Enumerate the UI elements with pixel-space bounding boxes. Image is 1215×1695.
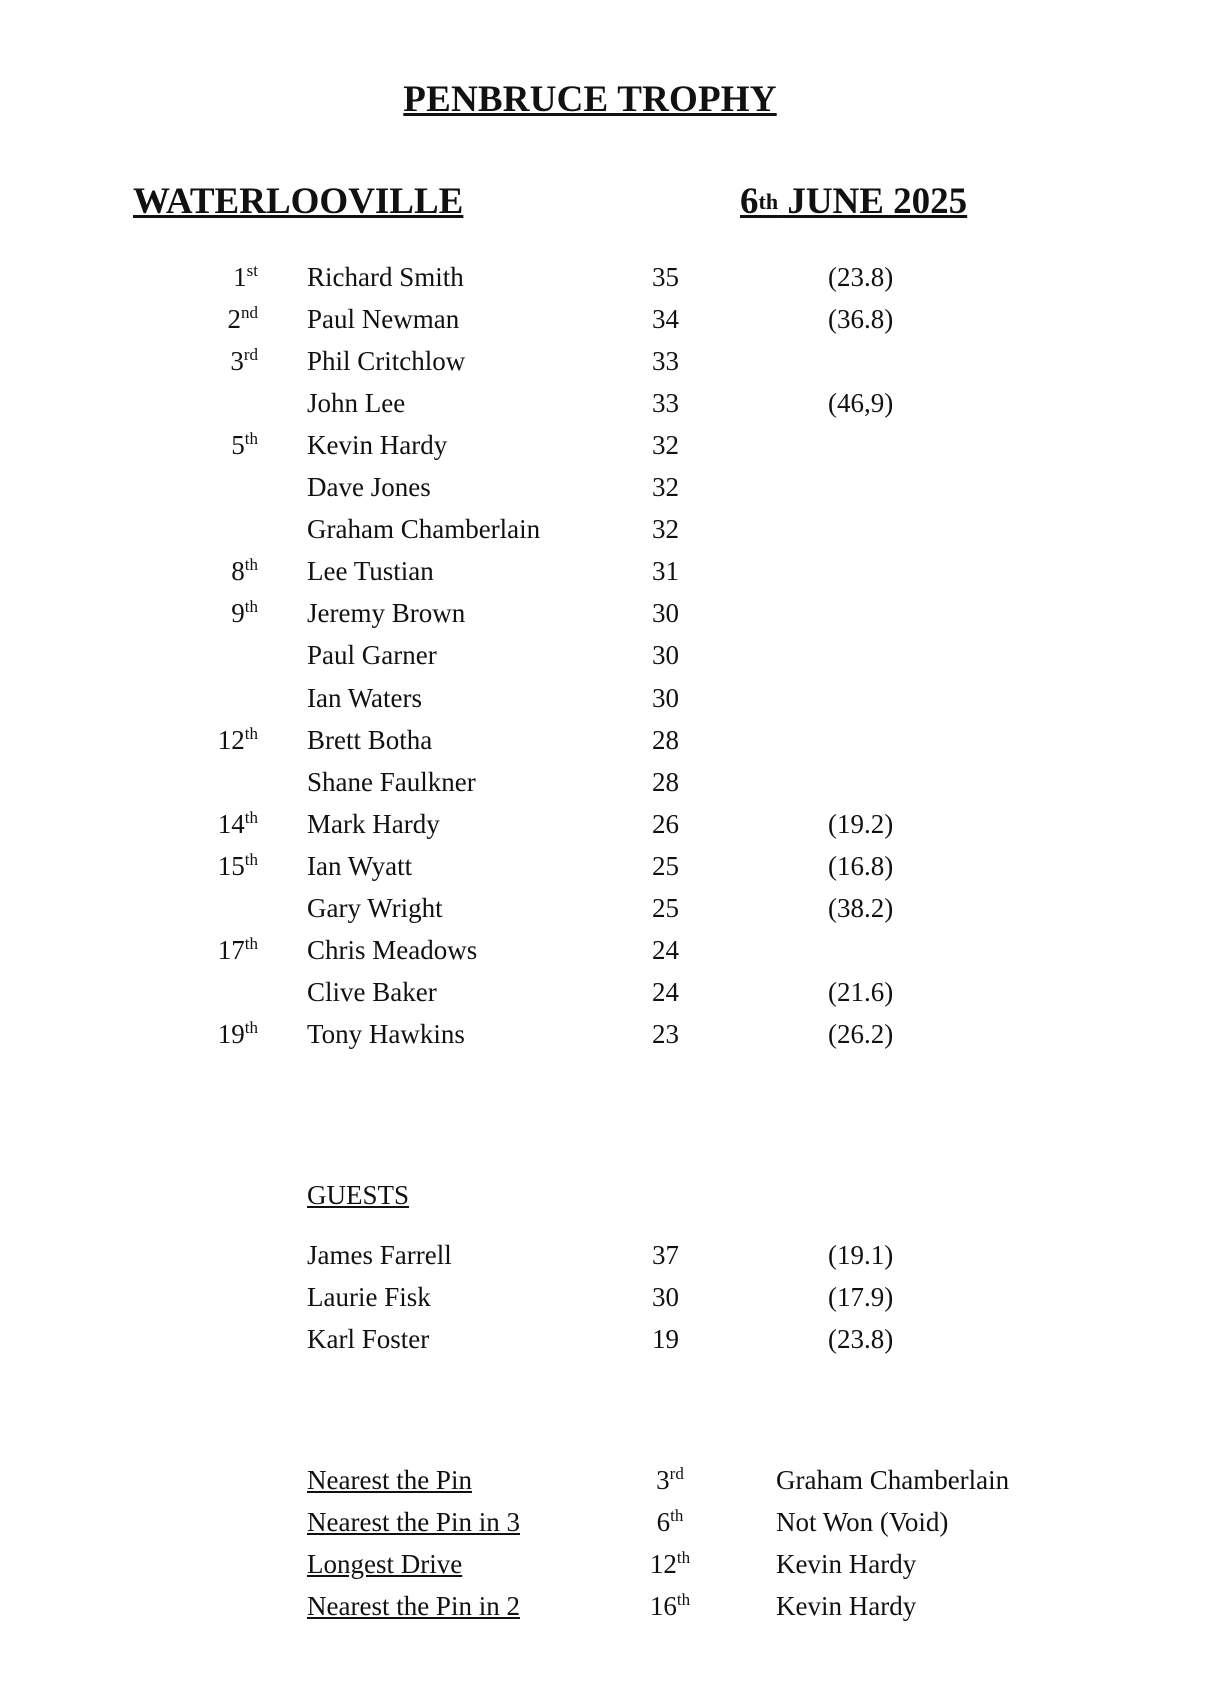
player-name: Jeremy Brown <box>307 598 466 629</box>
player-score: 32 <box>652 472 679 503</box>
position-suffix: st <box>246 261 258 280</box>
prize-label: Nearest the Pin in 2 <box>307 1591 520 1622</box>
position-suffix: th <box>244 723 258 743</box>
position-suffix: th <box>244 429 258 449</box>
position-cell: 14th <box>217 807 258 839</box>
guest-name: James Farrell <box>307 1240 452 1270</box>
player-score: 24 <box>652 976 679 1007</box>
prize-hole: 3rd <box>656 1464 684 1495</box>
hole-suffix: rd <box>669 1464 684 1483</box>
player-note: (46,9) <box>828 388 894 419</box>
guest-row <box>0 1233 1215 1278</box>
player-name: Clive Baker <box>307 976 437 1007</box>
position-suffix: nd <box>241 303 258 323</box>
prize-hole: 6th <box>656 1506 684 1538</box>
result-row <box>0 802 1215 847</box>
player-score: 32 <box>652 430 679 461</box>
hole-suffix: th <box>676 1548 691 1568</box>
result-row <box>0 591 1215 636</box>
prize-row <box>0 1500 1215 1545</box>
player-name: Paul Garner <box>307 640 437 671</box>
player-note: (23.8) <box>828 262 894 292</box>
player-note: (26.2) <box>828 1018 894 1049</box>
player-name: Lee Tustian <box>307 556 434 587</box>
player-score: 25 <box>652 892 679 923</box>
result-row <box>0 676 1215 721</box>
position-cell: 12th <box>217 723 258 755</box>
guest-name: Laurie Fisk <box>307 1282 431 1313</box>
position-cell: 15th <box>217 849 258 881</box>
result-row <box>0 718 1215 763</box>
position-suffix: th <box>244 849 258 869</box>
result-row <box>0 465 1215 510</box>
prize-winner: Kevin Hardy <box>776 1591 917 1622</box>
player-score: 30 <box>652 640 679 671</box>
player-name: John Lee <box>307 388 406 419</box>
player-note: (19.2) <box>828 808 894 839</box>
player-name: Phil Critchlow <box>307 346 466 377</box>
player-score: 30 <box>652 598 679 629</box>
player-score: 34 <box>652 304 679 335</box>
position-suffix: rd <box>243 345 258 365</box>
position-suffix: th <box>244 555 258 575</box>
player-name: Dave Jones <box>307 472 431 503</box>
player-name: Mark Hardy <box>307 808 440 839</box>
page-title: PENBRUCE TROPHY <box>403 79 777 120</box>
prize-row <box>0 1584 1215 1629</box>
player-name: Brett Botha <box>307 724 433 755</box>
player-score: 33 <box>652 388 679 419</box>
prize-winner: Not Won (Void) <box>776 1507 949 1538</box>
result-row <box>0 339 1215 384</box>
position-cell: 9th <box>231 597 258 629</box>
guest-note: (17.9) <box>828 1282 894 1313</box>
result-row <box>0 760 1215 805</box>
player-score: 23 <box>652 1018 679 1049</box>
player-score: 35 <box>652 262 679 292</box>
guest-score: 30 <box>652 1282 679 1313</box>
position-cell: 17th <box>217 933 258 965</box>
date-day: 6 <box>740 181 759 222</box>
result-row <box>0 970 1215 1015</box>
hole-suffix: th <box>676 1590 691 1610</box>
player-name: Ian Waters <box>307 682 423 713</box>
venue-heading: WATERLOOVILLE <box>133 181 464 222</box>
prize-row <box>0 1458 1215 1503</box>
result-row <box>0 507 1215 552</box>
guest-score: 37 <box>652 1240 679 1270</box>
position-suffix: th <box>244 933 258 953</box>
date-heading <box>740 180 967 223</box>
position-cell: 1st <box>233 261 258 292</box>
guests-heading: GUESTS <box>307 1180 410 1210</box>
result-row <box>0 928 1215 973</box>
player-score: 26 <box>652 808 679 839</box>
prize-winner: Graham Chamberlain <box>776 1465 1010 1495</box>
result-row <box>0 381 1215 426</box>
player-score: 32 <box>652 514 679 545</box>
guest-row <box>0 1275 1215 1320</box>
player-note: (16.8) <box>828 850 894 881</box>
prize-hole: 16th <box>649 1590 691 1622</box>
player-score: 31 <box>652 556 679 587</box>
player-name: Chris Meadows <box>307 934 478 965</box>
result-row <box>0 886 1215 931</box>
guest-note: (23.8) <box>828 1324 894 1355</box>
position-suffix: th <box>244 807 258 827</box>
position-cell: 5th <box>231 429 258 461</box>
position-cell: 8th <box>231 555 258 587</box>
result-row <box>0 255 1215 300</box>
player-name: Shane Faulkner <box>307 766 476 797</box>
player-score: 24 <box>652 934 679 965</box>
position-suffix: th <box>244 597 258 617</box>
result-row <box>0 633 1215 678</box>
hole-suffix: th <box>670 1506 684 1526</box>
prize-row <box>0 1542 1215 1587</box>
result-row <box>0 1012 1215 1057</box>
player-score: 28 <box>652 766 679 797</box>
player-score: 33 <box>652 346 679 377</box>
player-note: (38.2) <box>828 892 894 923</box>
prize-label: Nearest the Pin in 3 <box>307 1507 520 1538</box>
player-score: 25 <box>652 850 679 881</box>
player-name: Gary Wright <box>307 892 443 923</box>
position-suffix: th <box>244 1017 258 1037</box>
position-cell: 3rd <box>230 345 258 377</box>
player-name: Kevin Hardy <box>307 430 448 461</box>
date-rest: JUNE 2025 <box>778 181 968 222</box>
date-suffix: th <box>758 189 779 214</box>
player-note: (36.8) <box>828 304 894 335</box>
guest-score: 19 <box>652 1324 679 1355</box>
player-name: Paul Newman <box>307 304 460 335</box>
result-row <box>0 549 1215 594</box>
player-name: Richard Smith <box>307 262 464 292</box>
result-row <box>0 423 1215 468</box>
player-score: 30 <box>652 682 679 713</box>
position-cell: 2nd <box>227 303 258 335</box>
player-note: (21.6) <box>828 976 894 1007</box>
player-score: 28 <box>652 724 679 755</box>
prize-label: Nearest the Pin <box>307 1465 472 1495</box>
player-name: Graham Chamberlain <box>307 514 541 545</box>
player-name: Ian Wyatt <box>307 850 413 881</box>
prize-label: Longest Drive <box>307 1549 463 1580</box>
position-cell: 19th <box>217 1017 258 1049</box>
prize-winner: Kevin Hardy <box>776 1549 917 1580</box>
result-row <box>0 297 1215 342</box>
guest-row <box>0 1317 1215 1362</box>
guest-note: (19.1) <box>828 1240 894 1270</box>
guest-name: Karl Foster <box>307 1324 430 1355</box>
prize-hole: 12th <box>649 1548 691 1580</box>
result-row <box>0 844 1215 889</box>
player-name: Tony Hawkins <box>307 1018 465 1049</box>
